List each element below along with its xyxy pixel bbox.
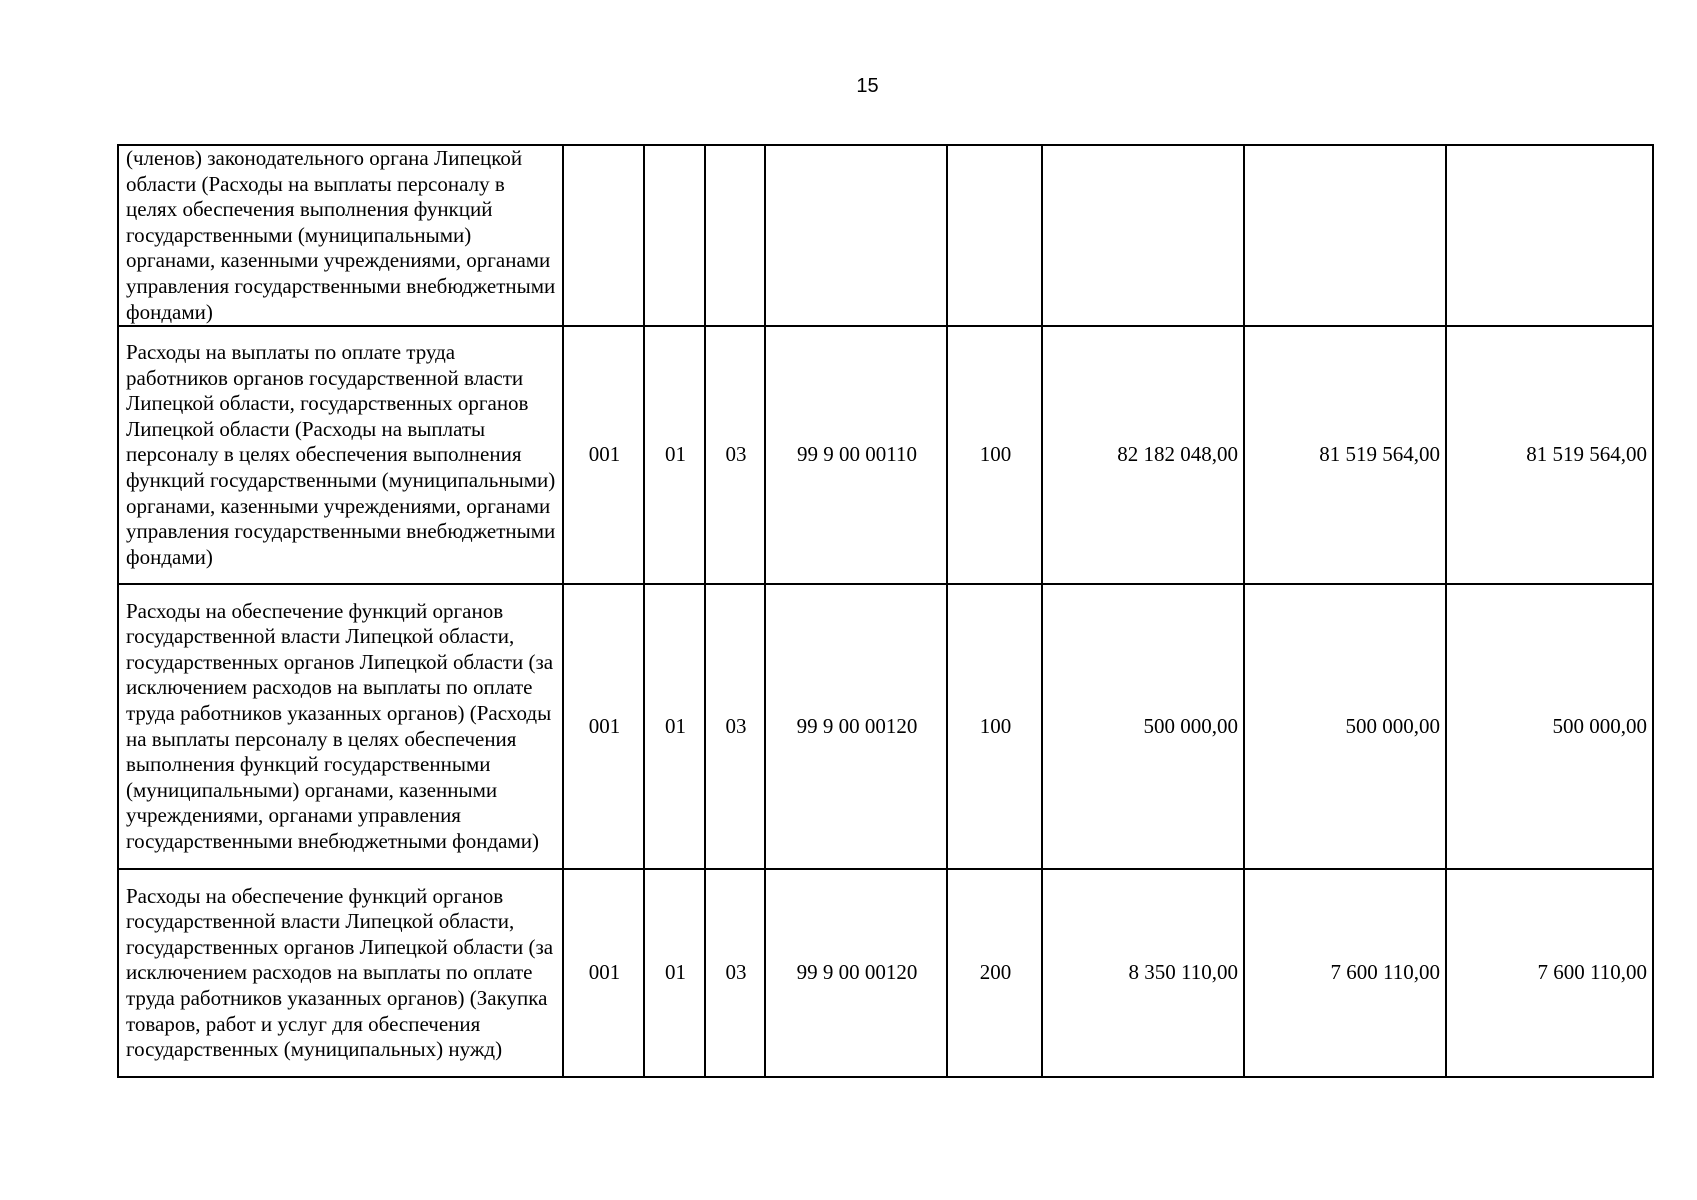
sum-year-3: 81 519 564,00 — [1446, 326, 1653, 584]
sum-year-1: 82 182 048,00 — [1042, 326, 1244, 584]
sum-year-2: 81 519 564,00 — [1244, 326, 1446, 584]
sum-year-3 — [1446, 145, 1653, 326]
expense-type-code — [947, 145, 1042, 326]
table-row — [118, 145, 1653, 326]
sum-year-1: 8 350 110,00 — [1042, 869, 1244, 1077]
sum-year-3: 500 000,00 — [1446, 584, 1653, 869]
row-description: Расходы на обеспечение функций органов государственной власти Липецкой области, государственных органов Липецкой области (за исключением расходов на выплаты по оплате труда работников указанных органов) (Расходы на выплаты персоналу в целях обеспечения выполнения функций государственными (муниципальными) органами, казенными учреждениями, органами управления государственными внебюджетными фондами) — [118, 584, 563, 869]
row-description: Расходы на обеспечение функций органов государственной власти Липецкой области, государственных органов Липецкой области (за исключением расходов на выплаты по оплате труда работников указанных органов) (Закупка товаров, работ и услуг для обеспечения государственных (муниципальных) нужд) — [118, 869, 563, 1077]
target-article-code: 99 9 00 00120 — [765, 869, 947, 1077]
expense-type-code: 100 — [947, 326, 1042, 584]
subsection-code: 03 — [705, 869, 765, 1077]
page-number: 15 — [856, 75, 879, 97]
table-row — [118, 584, 1653, 869]
ministry-code: 001 — [563, 584, 644, 869]
sum-year-2: 7 600 110,00 — [1244, 869, 1446, 1077]
section-code — [644, 145, 705, 326]
target-article-code: 99 9 00 00120 — [765, 584, 947, 869]
expense-type-code: 200 — [947, 869, 1042, 1077]
section-code: 01 — [644, 584, 705, 869]
ministry-code: 001 — [563, 869, 644, 1077]
ministry-code — [563, 145, 644, 326]
ministry-code: 001 — [563, 326, 644, 584]
expense-type-code: 100 — [947, 584, 1042, 869]
subsection-code — [705, 145, 765, 326]
target-article-code — [765, 145, 947, 326]
row-description: Расходы на выплаты по оплате труда работников органов государственной власти Липецкой области, государственных органов Липецкой области (Расходы на выплаты персоналу в целях обеспечения выполнения функций государственными (муниципальными) органами, казенными учреждениями, органами управления государственными внебюджетными фондами) — [118, 326, 563, 584]
sum-year-2 — [1244, 145, 1446, 326]
budget-table — [117, 144, 1654, 1078]
sum-year-1 — [1042, 145, 1244, 326]
row-description: (членов) законодательного органа Липецкой области (Расходы на выплаты персоналу в целях обеспечения выполнения функций государственными (муниципальными) органами, казенными учреждениями, органами управления государственными внебюджетными фондами) — [118, 145, 563, 326]
subsection-code: 03 — [705, 584, 765, 869]
sum-year-2: 500 000,00 — [1244, 584, 1446, 869]
section-code: 01 — [644, 869, 705, 1077]
table-row — [118, 326, 1653, 584]
target-article-code: 99 9 00 00110 — [765, 326, 947, 584]
sum-year-3: 7 600 110,00 — [1446, 869, 1653, 1077]
subsection-code: 03 — [705, 326, 765, 584]
table-row — [118, 869, 1653, 1077]
section-code: 01 — [644, 326, 705, 584]
sum-year-1: 500 000,00 — [1042, 584, 1244, 869]
